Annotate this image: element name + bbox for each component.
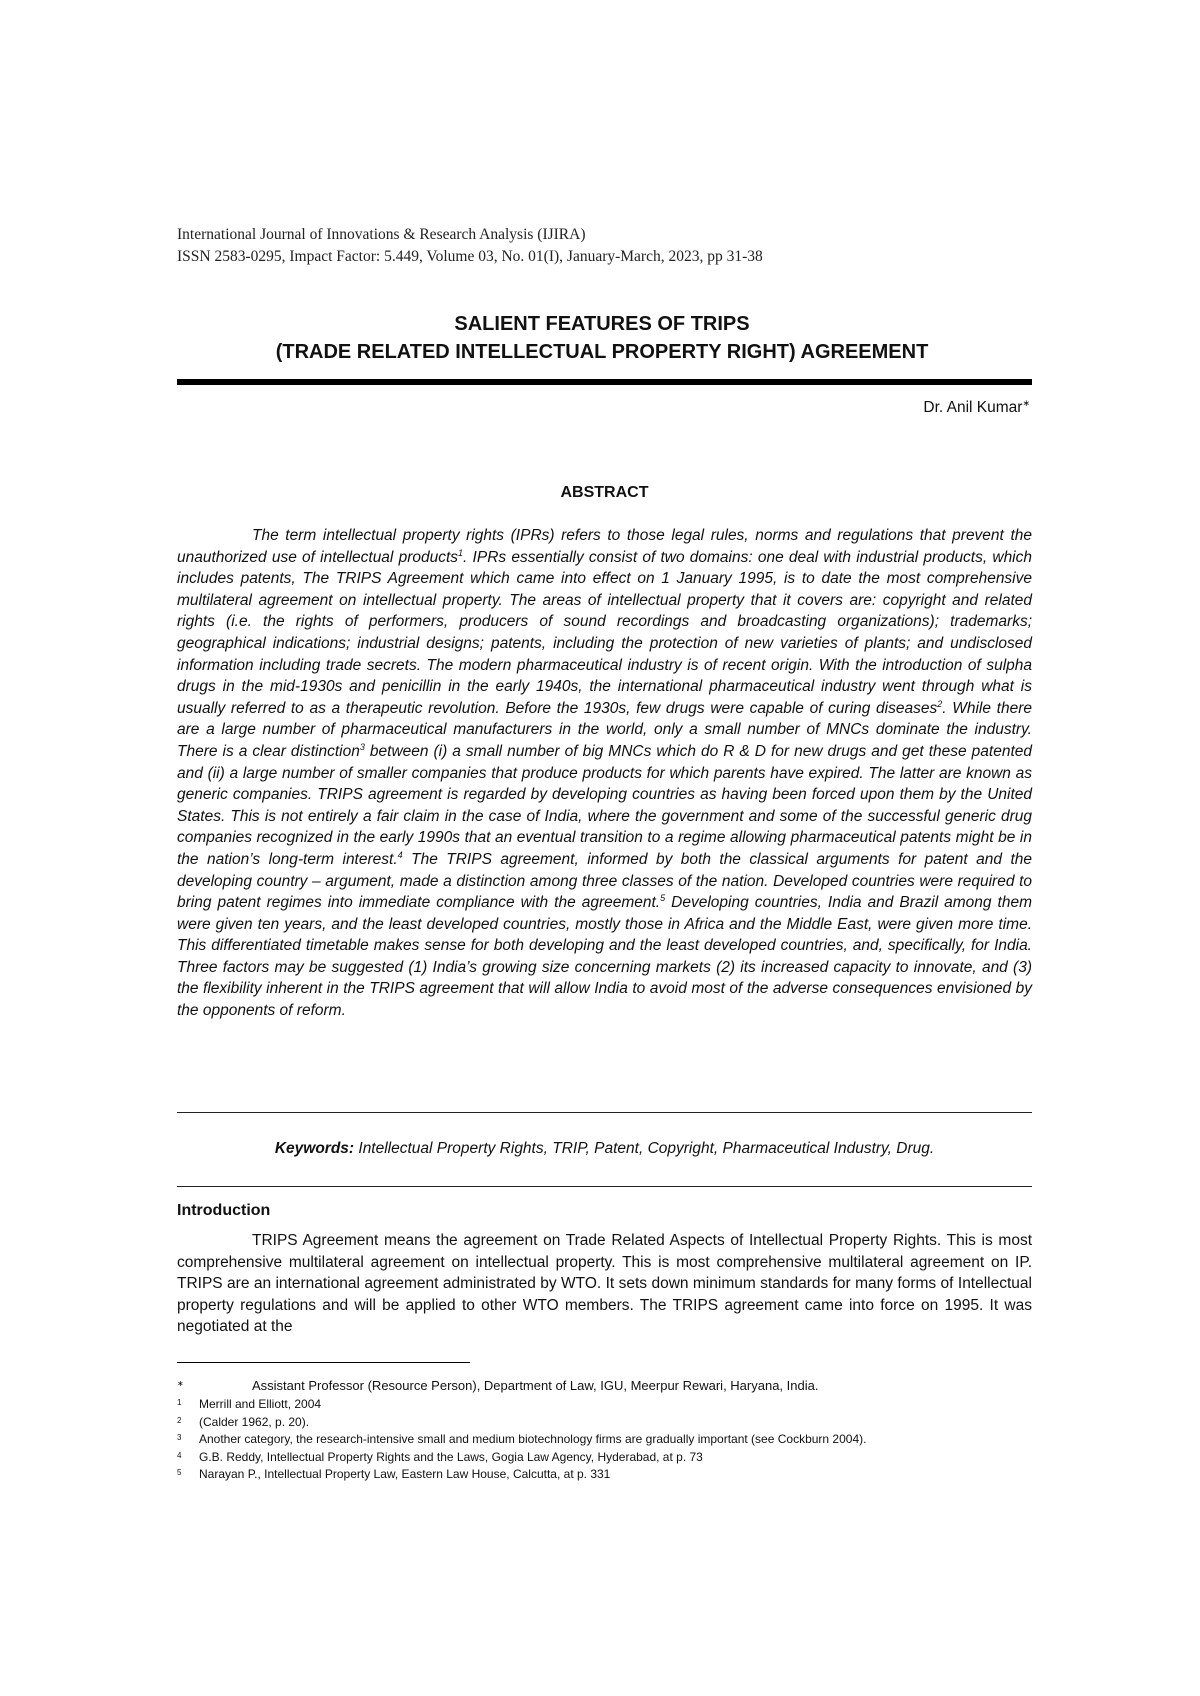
footnote-rule <box>177 1362 470 1363</box>
title-line-1: SALIENT FEATURES OF TRIPS <box>454 313 750 335</box>
abstract-body <box>177 525 1032 1022</box>
author-name: Dr. Anil Kumar <box>923 399 1023 417</box>
introduction-text: TRIPS Agreement means the agreement on Trade Related Aspects of Intellectual Property Rights. This is most comprehensive multilateral agreement on intellectual property. This is most comprehensive multilateral agreement on IP. TRIPS are an international agreement administrated by WTO. It sets down minimum standards for many forms of Intellectual property regulations and will be applied to other WTO members. The TRIPS agreement came into force on 1995. It was negotiated at the <box>177 1232 1032 1336</box>
title-rule <box>177 379 1032 385</box>
footnote-ref-3: 3 <box>359 741 365 752</box>
footnote-text: Narayan P., Intellectual Property Law, Eastern Law House, Calcutta, at p. 331 <box>199 1467 611 1482</box>
footnote-mark: 5 <box>177 1468 182 1478</box>
abstract-heading: ABSTRACT <box>560 484 649 501</box>
footnote-text: (Calder 1962, p. 20). <box>199 1414 310 1429</box>
footnote <box>177 1466 1077 1484</box>
introduction-heading: Introduction <box>177 1202 271 1219</box>
keywords-label: Keywords: <box>274 1140 355 1157</box>
author <box>923 398 1030 417</box>
paper-title <box>177 310 1027 366</box>
abstract-text-3: . While there are a large number of pharmaceutical manufacturers in the world, only a small number of MNCs dominate the industry. There is a clear distinction <box>177 699 1032 760</box>
abstract-text-5: The TRIPS agreement, informed by both the classical arguments for patent and the developing country – argument, made a distinction among three classes of the nation. Developed countries were required to bring patent regimes into immediate compliance with the agreement. <box>177 850 1032 912</box>
footnote-mark: 3 <box>177 1433 182 1443</box>
footnote-mark: 4 <box>177 1450 182 1460</box>
keywords-text: Intellectual Property Rights, TRIP, Patent, Copyright, Pharmaceutical Industry, Drug. <box>354 1140 935 1157</box>
introduction-body <box>177 1230 1032 1338</box>
footnote <box>177 1431 1077 1449</box>
footnotes <box>177 1376 1077 1484</box>
footnote-ref-2: 2 <box>937 698 943 709</box>
keywords <box>177 1140 1032 1158</box>
abstract-text-1: The term intellectual property rights (IPRs) refers to those legal rules, norms and regulations that prevent the unauthorized use of intellectual products <box>177 527 1032 566</box>
footnote-text: G.B. Reddy, Intellectual Property Rights and the Laws, Gogia Law Agency, Hyderabad, at p. 73 <box>199 1449 703 1464</box>
footnote-text: Assistant Professor (Resource Person), Department of Law, IGU, Meerpur Rewari, Haryana, India. <box>252 1378 819 1393</box>
journal-name: International Journal of Innovations & Research Analysis (IJIRA) <box>177 226 586 243</box>
journal-header <box>177 224 1077 268</box>
abstract-text-2: . IPRs essentially consist of two domains: one deal with industrial products, which includes patents, The TRIPS Agreement which came into effect on 1 January 1995, is to date the most comprehensive multilateral agreement on intellectual property. The areas of intellectual property that it covers are: copyright and related rights (i.e. the rights of performers, producers of sound recordings and broadcasting organizations); trademarks; geographical indications; industrial designs; patents, including the protection of new varieties of plants; and undisclosed information including trade secrets. The modern pharmaceutical industry is of recent origin. With the introduction of sulpha drugs in the mid-1930s and penicillin in the early 1940s, the international pharmaceutical industry went through what is usually referred to as a therapeutic revolution. Before the 1930s, few drugs were capable of curing diseases <box>177 548 1032 717</box>
footnote-text: Another category, the research-intensive small and medium biotechnology firms are gradually important (see Cockburn 2004). <box>199 1432 867 1447</box>
footnote <box>177 1414 1077 1432</box>
footnote-mark: ∗ <box>177 1379 184 1388</box>
footnote-ref-4: 4 <box>397 849 403 860</box>
footnote <box>177 1449 1077 1467</box>
separator-line <box>177 1112 1032 1113</box>
footnote-text: Merrill and Elliott, 2004 <box>199 1397 322 1411</box>
footnote <box>177 1376 1077 1396</box>
separator-line <box>177 1186 1032 1187</box>
title-line-2: (TRADE RELATED INTELLECTUAL PROPERTY RIGHT) AGREEMENT <box>275 341 929 363</box>
abstract-text-4: between (i) a small number of big MNCs which do R & D for new drugs and get these patented and (ii) a large number of smaller companies that produce products for which parents have expired. The latter are known as generic companies. TRIPS agreement is regarded by developing countries as having been forced upon them by the United States. This is not entirely a fair claim in the case of India, where the government and some of the successful generic drug companies recognized in the early 1990s that an eventual transition to a regime allowing pharmaceutical patents might be in the nation’s long-term interest. <box>177 742 1032 868</box>
journal-issn-line: ISSN 2583-0295, Impact Factor: 5.449, Volume 03, No. 01(I), January-March, 2023, pp 31-38 <box>177 248 763 265</box>
footnote-mark: 1 <box>177 1398 182 1407</box>
footnote-mark: 2 <box>177 1415 182 1425</box>
abstract-text-6: Developing countries, India and Brazil among them were given ten years, and the least developed countries, mostly those in Africa and the Middle East, were given more time. This differentiated timetable makes sense for both developing and the least developed countries, and, specifically, for India. Three factors may be suggested (1) India’s growing size concerning markets (2) its increased capacity to innovate, and (3) the flexibility inherent in the TRIPS agreement that will allow India to avoid most of the adverse consequences envisioned by the opponents of reform. <box>177 894 1032 1020</box>
author-footnote-mark: ∗ <box>1022 398 1030 408</box>
footnote-ref-1: 1 <box>458 547 464 558</box>
footnote <box>177 1396 1077 1414</box>
footnote-ref-5: 5 <box>660 892 666 903</box>
